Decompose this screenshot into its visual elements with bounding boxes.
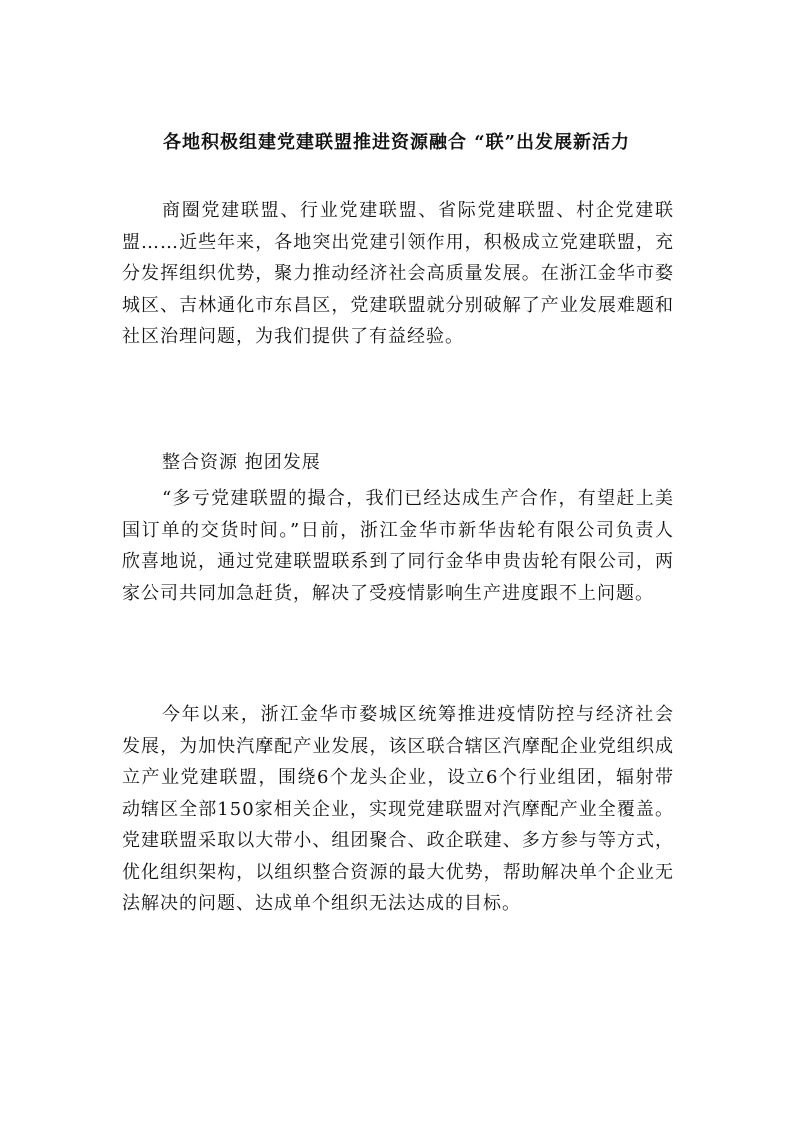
paragraph-wucheng: 今年以来，浙江金华市婺城区统筹推进疫情防控与经济社会发展，为加快汽摩配产业发展，该区联合辖区汽摩配企业党组织成立产业党建联盟，围绕6个龙头企业，设立6个行业组团，辐射带动辖区全部150家相关企业，实现党建联盟对汽摩配产业全覆盖。党建联盟采取以大带小、组团聚合、政企联建、多方参与等方式，优化组织架构，以组织整合资源的最大优势，帮助解决单个企业无法解决的问题、达成单个组织无法达成的目标。: [122, 704, 674, 914]
paragraph-quote: “多亏党建联盟的撮合，我们已经达成生产合作，有望赶上美国订单的交货时间。”日前，浙江金华市新华齿轮有限公司负责人欣喜地说，通过党建联盟联系到了同行金华申贵齿轮有限公司，两家公司共同加急赶货，解决了受疫情影响生产进度跟不上问题。: [122, 488, 674, 604]
document-title: 各地积极组建党建联盟推进资源融合 “联”出发展新活力: [163, 132, 630, 153]
paragraph-intro: 商圈党建联盟、行业党建联盟、省际党建联盟、村企党建联盟……近些年来，各地突出党建引领作用，积极成立党建联盟，充分发挥组织优势，聚力推动经济社会高质量发展。在浙江金华市婺城区、吉林通化市东昌区，党建联盟就分别破解了产业发展难题和社区治理问题，为我们提供了有益经验。: [122, 200, 674, 347]
section-heading: 整合资源 抱团发展: [162, 452, 321, 473]
